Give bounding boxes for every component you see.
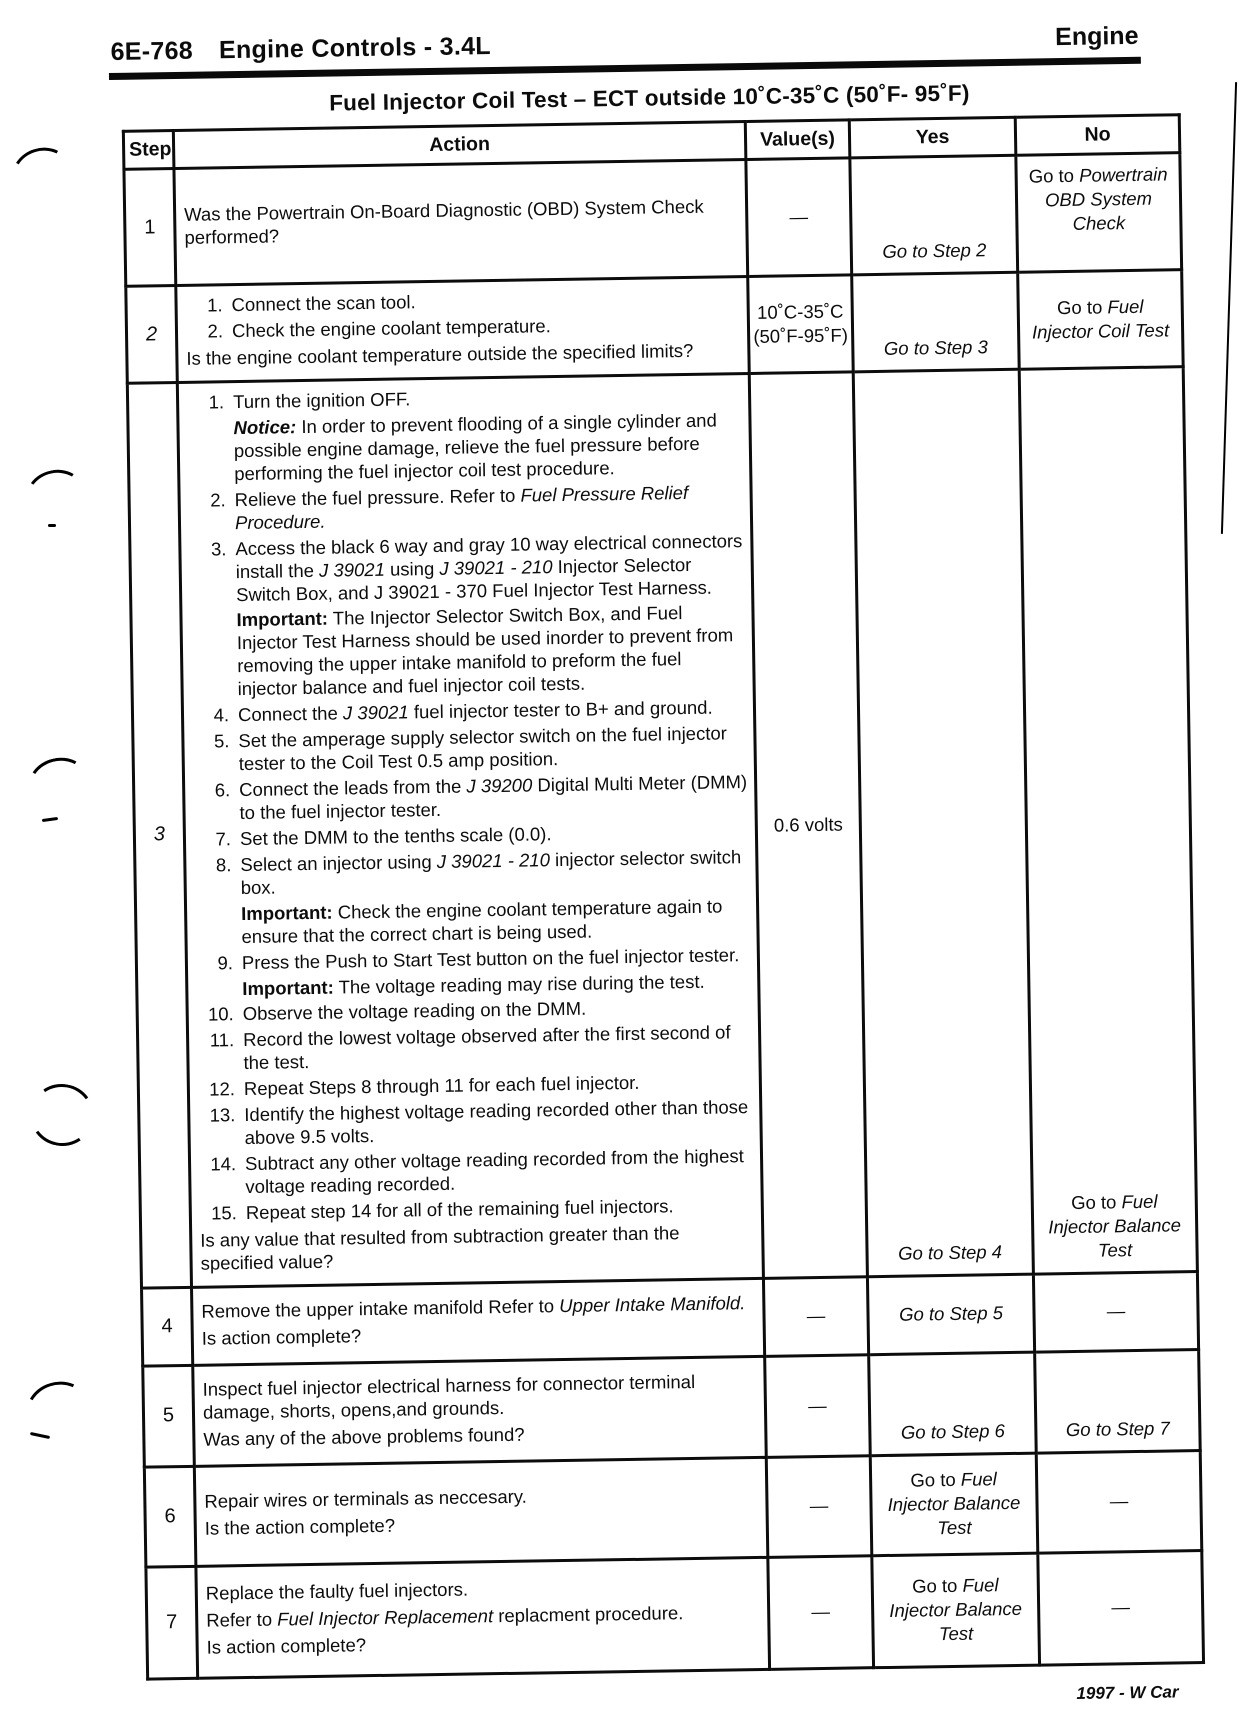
action-line [241, 895, 751, 949]
action-text: Inspect fuel injector electrical harness for connector terminal damage, shorts, opens,and grounds. [202, 1370, 696, 1423]
step-number: 3 [127, 382, 191, 1287]
action-line [200, 1194, 755, 1226]
action-line [202, 1319, 757, 1351]
table-row [143, 1349, 1200, 1467]
no-cell: Go to Fuel Injector Balance Test [1019, 367, 1197, 1274]
item-number: 1. [208, 391, 225, 413]
action-text: Was the Powertrain On-Board Diagnostic (OBD) System Check performed? [183, 195, 704, 248]
item-number: 4. [213, 704, 230, 726]
item-number: 8. [215, 854, 232, 876]
action-line [194, 846, 750, 901]
item-number: 13. [209, 1104, 236, 1126]
action-text: Was any of the above problems found? [203, 1423, 525, 1450]
action-text: Replace the faulty fuel injectors. [205, 1578, 469, 1605]
action-line [189, 530, 745, 608]
value-cell: — [768, 1555, 874, 1669]
item-number: 15. [210, 1202, 238, 1224]
action-text: Set the amperage supply selector switch on the fuel injector tester to the Coil Test 0.5 amp position. [238, 722, 728, 775]
footer-label: 1997 - W Car [1076, 1682, 1179, 1703]
action-cell [194, 1457, 768, 1566]
item-number: 2. [210, 488, 226, 511]
value-cell: — [766, 1455, 872, 1557]
action-cell [177, 373, 763, 1287]
action-line [205, 1509, 760, 1541]
table-row [146, 1550, 1204, 1679]
yes-cell: Go to Step 2 [850, 155, 1018, 275]
item-number: 12. [209, 1078, 236, 1100]
header-corner-label: Engine [1054, 21, 1139, 52]
action-text: Check the engine coolant temperature. [231, 315, 551, 342]
col-header-action: Action [173, 122, 746, 169]
action-line [201, 1292, 756, 1324]
table-title: Fuel Injector Coil Test – ECT outside 10˚C-35˚C (50˚F- 95˚F) [329, 80, 970, 116]
action-text: Connect the leads from the J 39200 Digital Multi Meter (DMM) to the fuel injector tester. [239, 771, 748, 823]
value-cell: 0.6 volts [749, 372, 867, 1278]
no-cell: — [1038, 1550, 1204, 1665]
item-number: 11. [209, 1029, 235, 1051]
item-number: 2. [207, 320, 224, 342]
action-text: Turn the ignition OFF. [232, 388, 411, 413]
yes-cell: Go to Fuel Injector Balance Test [870, 1453, 1038, 1556]
item-number: 3. [210, 537, 227, 560]
table-row [126, 270, 1183, 384]
item-number: 9. [217, 951, 234, 973]
item-number: 6. [214, 779, 231, 801]
action-text: Notice: In order to prevent flooding of a single cylinder and possible engine damage, relieve the fuel pressure before performing the fuel injector coil test procedure. [233, 409, 717, 484]
action-text: Is action complete? [201, 1324, 362, 1349]
yes-cell: Go to Step 3 [852, 272, 1020, 372]
action-cell [174, 160, 748, 286]
diagnostic-table [122, 113, 1205, 1680]
action-cell [196, 1557, 770, 1678]
action-text: Subtract any other voltage reading recorded from the highest voltage reading recorded. [244, 1145, 744, 1198]
section-title: Engine Controls - 3.4L [218, 32, 492, 65]
scan-mark-dash [48, 524, 56, 527]
action-cell [193, 1356, 767, 1466]
step-number: 5 [143, 1365, 195, 1467]
action-text: Observe the voltage reading on the DMM. [242, 998, 587, 1025]
yes-cell: Go to Fuel Injector Balance Test [872, 1553, 1040, 1668]
action-line [207, 1628, 762, 1660]
action-text: Record the lowest voltage observed after the first second of the test. [242, 1021, 731, 1074]
action-text: Repeat step 14 for all of the remaining fuel injectors. [245, 1195, 674, 1223]
item-number: 5. [213, 730, 230, 752]
steps-body [124, 153, 1204, 1679]
item-number: 1. [206, 294, 223, 316]
action-text: Is the action complete? [204, 1514, 396, 1539]
action-text: Connect the J 39021 fuel injector tester to B+ and ground. [237, 696, 713, 726]
yes-cell: Go to Step 5 [867, 1274, 1034, 1355]
action-text: Refer to Fuel Injector Replacement replacment procedure. [206, 1602, 684, 1631]
item-number: 7. [215, 828, 232, 850]
action-text: Select an injector using J 39021 - 210 injector selector switch box. [240, 845, 742, 898]
action-line [233, 409, 743, 486]
action-line [200, 1221, 756, 1276]
action-line [186, 312, 741, 344]
table-row [144, 1450, 1201, 1567]
action-text: Important: The Injector Selector Switch Box, and Fuel Injector Test Harness should be used inorder to prevent from removing the upper intake manifold to preform the fuel injector balance and fuel injector coil tests. [236, 602, 734, 700]
step-number: 2 [126, 285, 178, 383]
action-text: Set the DMM to the tenths scale (0.0). [239, 823, 552, 849]
action-line [199, 1145, 755, 1200]
action-text: Press the Push to Start Test button on the fuel injector tester. [241, 943, 740, 973]
page-header-left [110, 32, 491, 67]
col-header-values: Value(s) [745, 120, 850, 160]
action-line [198, 1096, 754, 1151]
no-cell: Go to Powertrain OBD System Check [1016, 153, 1182, 273]
action-line [197, 1021, 753, 1076]
action-line [203, 1420, 758, 1452]
action-text: Important: The voltage reading may rise during the test. [242, 970, 705, 999]
action-line [236, 602, 746, 702]
step-number: 1 [124, 169, 176, 287]
action-line [186, 339, 741, 371]
action-line [206, 1601, 761, 1633]
action-line [188, 481, 744, 536]
action-line [206, 1574, 761, 1606]
table-row [127, 367, 1197, 1288]
item-number: 14. [210, 1153, 237, 1175]
action-text: Repeat Steps 8 through 11 for each fuel injector. [243, 1072, 640, 1100]
action-text: Connect the scan tool. [231, 291, 416, 316]
no-cell: — [1033, 1271, 1198, 1352]
action-text: Important: Check the engine coolant temperature again to ensure that the correct chart is being used. [240, 895, 723, 947]
value-cell: — [763, 1277, 868, 1357]
action-text: Identify the highest voltage reading recorded other than those above 9.5 volts. [244, 1096, 749, 1149]
action-text: Remove the upper intake manifold Refer to Upper Intake Manifold. [201, 1291, 746, 1322]
action-line [192, 722, 748, 777]
value-cell: 10˚C-35˚C (50˚F-95˚F) [748, 275, 854, 374]
no-cell: Go to Step 7 [1035, 1349, 1201, 1453]
action-text: Relieve the fuel pressure. Refer to Fuel Pressure Relief Procedure. [234, 481, 689, 533]
action-text: Is action complete? [206, 1634, 367, 1658]
action-text: Access the black 6 way and gray 10 way electrical connectors install the J 39021 using J 39021 - 210 Injector Selector Switch Box, and J 39021 - 370 Fuel Injector Test Harness. [235, 529, 743, 605]
no-cell: Go to Fuel Injector Coil Test [1018, 270, 1184, 370]
action-line [184, 195, 740, 250]
action-line [204, 1482, 759, 1514]
action-text: Repair wires or terminals as neccesary. [204, 1485, 527, 1512]
page-number: 6E-768 [110, 36, 194, 66]
step-number: 4 [142, 1287, 193, 1366]
action-cell [176, 277, 749, 383]
step-number: 6 [144, 1466, 196, 1567]
col-header-step: Step [123, 131, 174, 170]
table-row [124, 153, 1182, 287]
no-cell: — [1036, 1450, 1202, 1553]
action-line [193, 771, 749, 826]
action-line [202, 1370, 758, 1425]
col-header-yes: Yes [849, 117, 1016, 158]
step-number: 7 [146, 1566, 198, 1679]
col-header-no: No [1015, 115, 1180, 156]
yes-cell: Go to Step 6 [869, 1352, 1037, 1456]
value-cell: — [765, 1354, 871, 1457]
value-cell: — [746, 158, 852, 277]
action-cell [192, 1278, 765, 1365]
yes-cell: Go to Step 4 [853, 369, 1033, 1276]
action-text: Is the engine coolant temperature outside the specified limits? [186, 339, 694, 369]
item-number: 10. [207, 1003, 234, 1026]
action-text: Is any value that resulted from subtraction greater than the specified value? [200, 1222, 680, 1274]
